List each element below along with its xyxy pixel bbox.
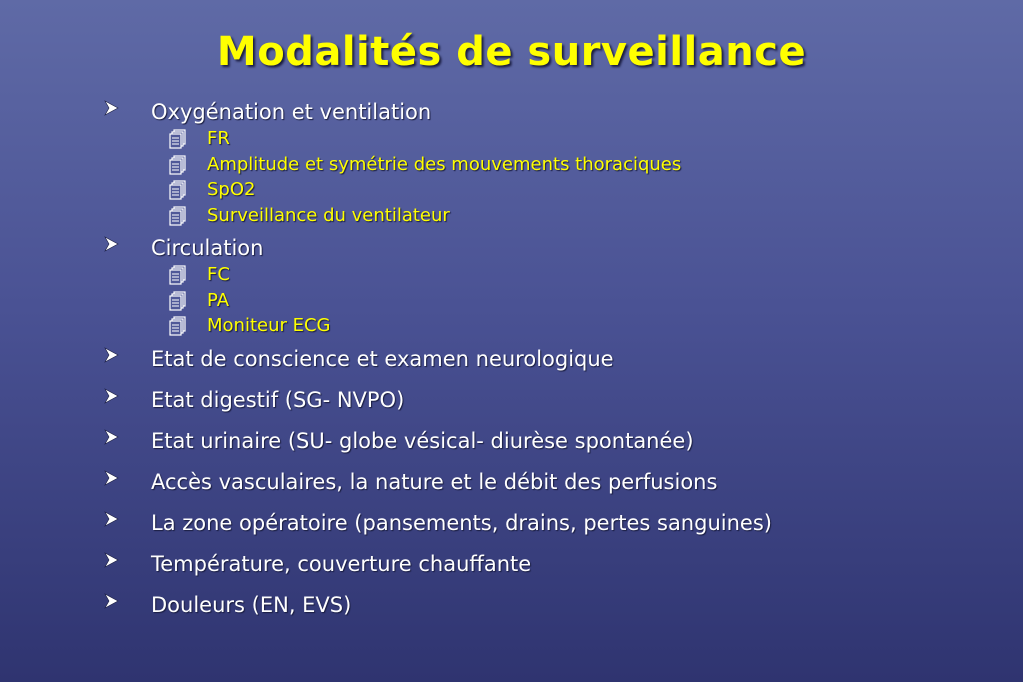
- bullet-label: La zone opératoire (pansements, drains, pertes sanguines): [151, 510, 772, 535]
- bullet-item: [104, 386, 1004, 414]
- arrowhead-bullet-icon: [104, 345, 128, 374]
- sub-bullet-item: [104, 288, 1004, 314]
- document-stack-icon: [168, 155, 188, 175]
- bullet-item: [104, 234, 1004, 262]
- document-stack-icon: [168, 206, 188, 226]
- arrowhead-bullet-icon: [104, 427, 128, 456]
- bullet-label: Douleurs (EN, EVS): [151, 592, 352, 617]
- arrowhead-bullet-icon: [104, 550, 128, 579]
- bullet-list: [104, 98, 1004, 619]
- sub-bullet-label: Amplitude et symétrie des mouvements thoraciques: [207, 153, 682, 175]
- sub-bullet-item: [104, 177, 1004, 203]
- bullet-item: [104, 509, 1004, 537]
- sub-bullet-label: Moniteur ECG: [207, 315, 331, 336]
- arrowhead-bullet-icon: [104, 509, 128, 538]
- bullet-item: [104, 427, 1004, 455]
- sub-bullet-label: FR: [207, 128, 230, 149]
- slide-title: Modalités de surveillance: [216, 29, 807, 75]
- sub-bullet-item: [104, 152, 1004, 178]
- sub-bullet-label: SpO2: [207, 179, 256, 200]
- arrowhead-bullet-icon: [104, 386, 128, 415]
- document-stack-icon: [168, 316, 188, 336]
- arrowhead-bullet-icon: [104, 591, 128, 620]
- sub-bullet-label: PA: [207, 289, 230, 311]
- bullet-label: Etat urinaire (SU- globe vésical- diurèse spontanée): [151, 428, 694, 453]
- bullet-label: Etat digestif (SG- NVPO): [151, 387, 405, 412]
- document-stack-icon: [168, 265, 188, 285]
- bullet-label: Température, couverture chauffante: [151, 551, 532, 576]
- bullet-label: Etat de conscience et examen neurologique: [151, 346, 614, 371]
- bullet-label: Oxygénation et ventilation: [151, 100, 432, 124]
- sub-bullet-list: [104, 126, 1004, 228]
- bullet-item: [104, 345, 1004, 373]
- sub-bullet-item: [104, 203, 1004, 229]
- document-stack-icon: [168, 291, 188, 311]
- bullet-label: Circulation: [151, 236, 264, 260]
- bullet-item: [104, 98, 1004, 126]
- bullet-item: [104, 550, 1004, 578]
- sub-bullet-label: FC: [207, 264, 230, 285]
- arrowhead-bullet-icon: [104, 468, 128, 497]
- sub-bullet-item: [104, 313, 1004, 339]
- arrowhead-bullet-icon: [104, 234, 128, 263]
- sub-bullet-item: [104, 126, 1004, 152]
- bullet-label: Accès vasculaires, la nature et le débit des perfusions: [151, 469, 718, 494]
- document-stack-icon: [168, 180, 188, 200]
- sub-bullet-label: Surveillance du ventilateur: [207, 204, 450, 226]
- document-stack-icon: [168, 129, 188, 149]
- sub-bullet-list: [104, 262, 1004, 339]
- bullet-item: [104, 468, 1004, 496]
- sub-bullet-item: [104, 262, 1004, 288]
- arrowhead-bullet-icon: [104, 98, 128, 127]
- bullet-item: [104, 591, 1004, 619]
